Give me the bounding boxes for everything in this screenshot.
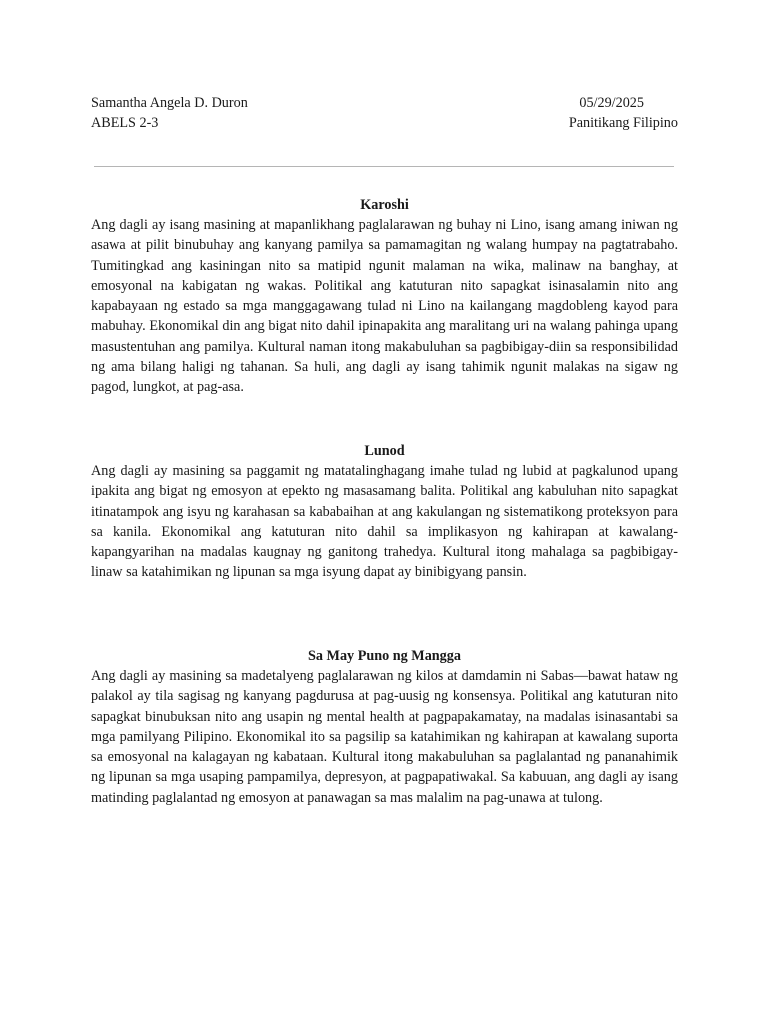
- section-karoshi: [91, 195, 678, 398]
- date: 05/29/2025: [579, 95, 644, 111]
- section-body: Ang dagli ay isang masining at mapanlikhang paglalarawan ng buhay ni Lino, isang amang iniwan ng asawa at pilit binubuhay ang kanyang pamilya sa pamamagitan ng walang humpay na pagtatrabaho. Tumitingkad ang kasiningan nito sa matipid ngunit malaman na wika, malinaw na banghay, at emosyonal na kabigatan ng wakas. Politikal ang katuturan nito sapagkat isinasalamin nito ang kapabayaan ng estado sa mga manggagawang tulad ni Lino na kailangang magdobleng kayod para mabuhay. Ekonomikal din ang bigat nito dahil ipinapakita ang maralitang uri na walang pahinga upang masustentuhan ang pamilya. Kultural naman itong makabuluhan sa pagbibigay-diin sa responsibilidad ng ama bilang haligi ng tahanan. Sa huli, ang dagli ay isang tahimik ngunit malakas na sigaw ng pagod, lungkot, at pag-asa.: [91, 217, 678, 396]
- section-title: Sa May Puno ng Mangga: [308, 648, 461, 664]
- section-title: Karoshi: [360, 197, 409, 213]
- section-sa-may-puno-ng-mangga: [91, 646, 678, 808]
- class-section: ABELS 2-3: [91, 115, 159, 131]
- section-lunod: [91, 441, 678, 583]
- course-name: Panitikang Filipino: [568, 115, 678, 131]
- section-body: Ang dagli ay masining sa paggamit ng matatalinghagang imahe tulad ng lubid at pagkalunod upang ipakita ang bigat ng emosyon at epekto ng masasamang balita. Politikal ang kabuluhan nito sapagkat itinatampok ang isyu ng karahasan sa kababaihan at ang kakulangan ng sistematikong proteksyon para sa kanila. Ekonomikal ang katuturan nito dahil sa implikasyon ng kahirapan at kawalang-kapangyarihan na madalas kaugnay ng ganitong trahedya. Kultural itong mahalaga sa pagbibigay-linaw sa katahimikan ng lipunan sa mga isyung dapat ay binibigyang pansin.: [91, 463, 678, 581]
- section-title: Lunod: [364, 443, 405, 459]
- student-name: Samantha Angela D. Duron: [91, 95, 248, 111]
- header-divider: [94, 166, 674, 167]
- section-body: Ang dagli ay masining sa madetalyeng paglalarawan ng kilos at damdamin ni Sabas—bawat hataw ng palakol ay tila sagisag ng kanyang pagdurusa at pag-uusig ng konsensya. Politikal ang katuturan nito sapagkat binubuksan nito ang usapin ng mental health at pagpapakamatay, na madalas isinasantabi sa mga pamilyang Pilipino. Ekonomikal ito sa pagsilip sa katahimikan ng kahirapan at kawalang suporta sa emosyonal na kalagayan ng kabataan. Kultural itong makabuluhan sa paglalantad ng pananahimik ng lipunan sa mga usaping pampamilya, depresyon, at pagpapatiwakal. Sa kabuuan, ang dagli ay isang matinding paglalantad ng emosyon at panawagan sa mas malalim na pag-unawa at tulong.: [91, 668, 678, 806]
